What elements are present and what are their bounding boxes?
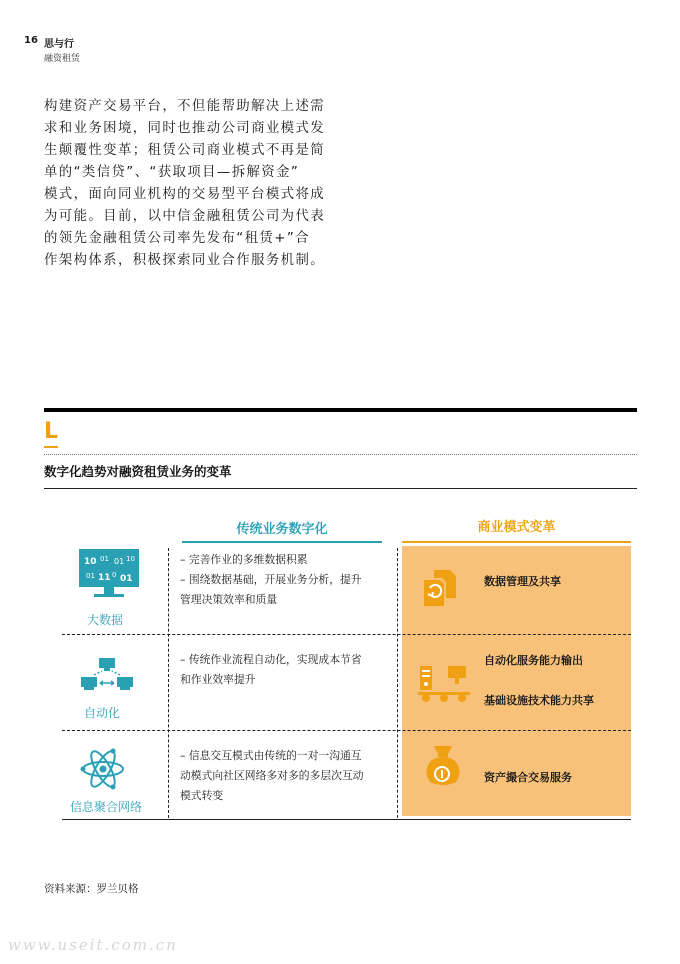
traditional-line: – 围绕数据基础，开展业务分析，提升 xyxy=(180,573,362,586)
column-header-business: 商业模式变革 xyxy=(477,520,556,535)
grid-vertical-line-left xyxy=(168,548,169,818)
svg-text:0: 0 xyxy=(112,571,117,579)
network-automation-icon xyxy=(80,657,134,699)
business-text-big-data: 数据管理及共享 xyxy=(484,575,561,588)
body-line: 求和业务困境，同时也推动公司商业模式发 xyxy=(44,121,326,136)
column-header-traditional: 传统业务数字化 xyxy=(236,522,328,537)
table-bottom-rule xyxy=(62,819,631,820)
body-line: 构建资产交易平台，不但能帮助解决上述需 xyxy=(44,99,326,114)
page-number: 16 xyxy=(24,35,38,46)
body-line: 单的“类信贷”、“获取项目—拆解资金” xyxy=(44,165,300,180)
traditional-line: 管理决策效率和质量 xyxy=(180,593,278,606)
figure-letter-underline xyxy=(44,446,58,448)
series-title: 思与行 xyxy=(44,39,74,50)
svg-text:10: 10 xyxy=(126,555,135,563)
atom-network-icon xyxy=(80,746,126,796)
grid-row-divider xyxy=(62,634,631,635)
grid-vertical-line-right xyxy=(397,548,398,818)
figure-top-rule xyxy=(44,408,637,412)
traditional-line: – 完善作业的多维数据积累 xyxy=(180,553,308,566)
svg-text:10: 10 xyxy=(84,557,97,567)
svg-text:01: 01 xyxy=(114,557,125,566)
traditional-line: – 信息交互模式由传统的一对一沟通互 xyxy=(180,749,362,762)
figure-dotted-rule xyxy=(44,454,637,455)
column-header-traditional-line xyxy=(182,541,382,543)
row-label-automation: 自动化 xyxy=(83,706,120,720)
body-line: 生颠覆性变革；租赁公司商业模式不再是简 xyxy=(44,143,326,158)
body-line: 模式，面向同业机构的交易型平台模式将成 xyxy=(44,187,326,202)
svg-text:01: 01 xyxy=(86,572,95,580)
traditional-line: 动模式向社区网络多对多的多层次互动 xyxy=(180,769,364,782)
svg-text:11: 11 xyxy=(98,573,111,583)
traditional-line: – 传统作业流程自动化，实现成本节省 xyxy=(180,653,362,666)
figure-title-rule xyxy=(44,488,637,489)
column-header-business-line xyxy=(402,541,631,543)
traditional-line: 模式转变 xyxy=(180,789,224,802)
body-line: 的领先金融租赁公司率先发布“租赁+”合 xyxy=(44,231,310,246)
traditional-line: 和作业效率提升 xyxy=(180,673,256,686)
business-text-asset-matching: 资产撮合交易服务 xyxy=(484,771,572,784)
svg-text:01: 01 xyxy=(100,555,109,563)
svg-text:01: 01 xyxy=(120,574,133,584)
grid-row-divider xyxy=(62,730,631,731)
source-note: 资料来源：罗兰贝格 xyxy=(44,883,139,895)
figure-title: 数字化趋势对融资租赁业务的变革 xyxy=(44,464,232,479)
watermark: www.useit.com.cn xyxy=(8,936,178,954)
infrastructure-icon xyxy=(418,664,470,708)
money-bag-icon xyxy=(422,744,466,794)
section-subtitle: 融资租赁 xyxy=(44,54,81,64)
business-text-infrastructure-sharing: 基础设施技术能力共享 xyxy=(484,694,594,707)
row-label-big-data: 大数据 xyxy=(86,613,123,627)
traditional-text-automation xyxy=(180,650,392,690)
data-sharing-icon xyxy=(420,566,462,614)
row-label-information-network: 信息聚合网络 xyxy=(69,800,142,814)
traditional-text-information-network xyxy=(180,746,392,806)
body-paragraph xyxy=(44,96,334,272)
figure-letter: L xyxy=(44,419,59,444)
big-data-monitor-icon xyxy=(78,548,140,604)
traditional-text-big-data xyxy=(180,550,392,610)
business-text-automation-output: 自动化服务能力输出 xyxy=(484,654,583,667)
body-line: 作架构体系，积极探索同业合作服务机制。 xyxy=(44,253,326,268)
body-line: 为可能。目前，以中信金融租赁公司为代表 xyxy=(44,209,326,224)
